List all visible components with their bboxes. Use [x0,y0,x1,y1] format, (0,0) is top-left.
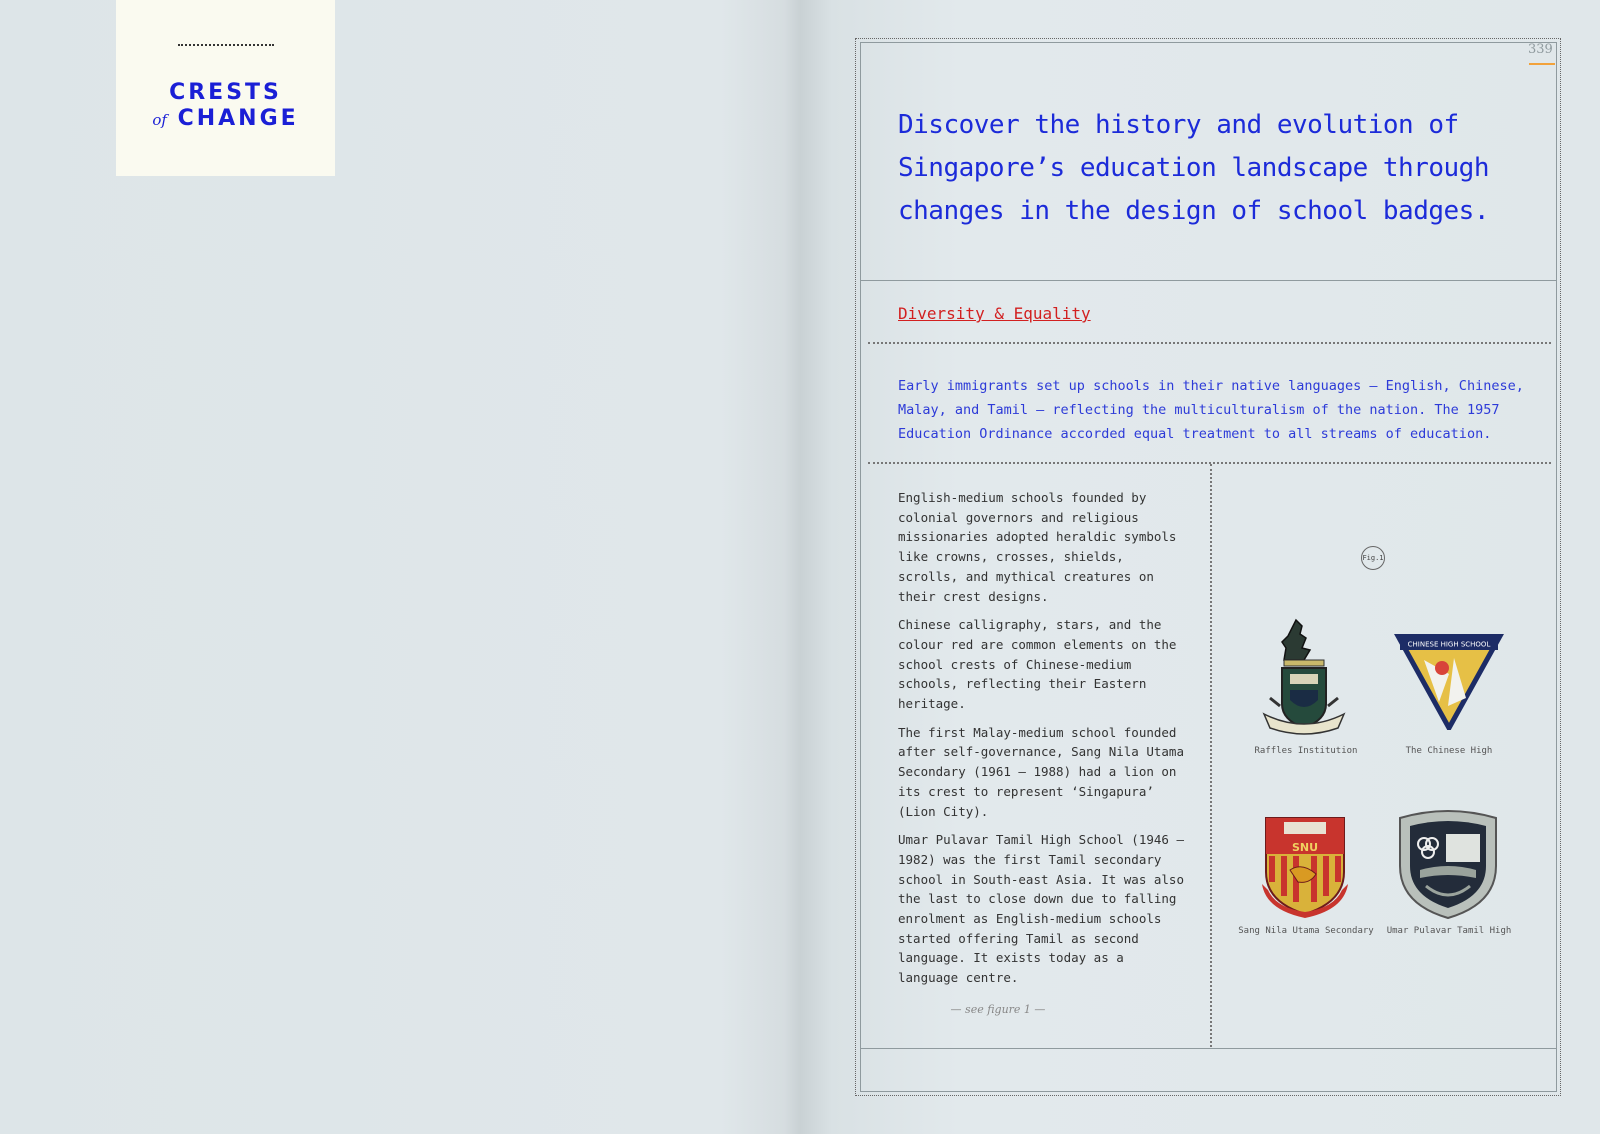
page-number-underline [1529,63,1555,65]
logo-card [116,0,335,176]
logo-title-line1: CRESTS [169,80,282,105]
paragraph: English-medium schools founded by colonial governors and religious missionaries adopted heraldic symbols like crowns, crosses, shields, scrolls, and mythical creatures on their crest designs. [898,490,1177,604]
umar-pulavar-crest [1396,810,1500,920]
raffles-institution-crest [1262,618,1346,738]
snu-letters: SNU [1291,841,1319,854]
logo-change: CHANGE [177,106,299,131]
badge-caption: The Chinese High [1405,746,1493,756]
body-column [898,488,1188,997]
logo-dotted-rule [178,44,274,46]
logo-of: of [152,111,167,129]
dotted-divider [868,342,1551,344]
paragraph: Chinese calligraphy, stars, and the colour red are common elements on the school crests of Chinese-medium schools, reflecting their Eastern heritage. [898,617,1177,712]
see-figure-note: — see figure 1 — [950,1003,1046,1016]
intro-text: Early immigrants set up schools in their native languages — English, Chinese, Malay, and Tamil — reflecting the multiculturalism of the nation. The 1957 Education Ordinance accorded equal treatment to all streams of education. [898,378,1524,442]
paragraph: Umar Pulavar Tamil High School (1946 — 1982) was the first Tamil secondary school in South-east Asia. It was also the last to close down due to falling enrolment as English-medium schools started offering Tamil as second language. It exists today as a language centre. [898,832,1184,986]
section-title: Diversity & Equality [898,304,1091,323]
badge-caption: Raffles Institution [1254,746,1358,756]
divider-rule [861,280,1556,281]
badge-caption: Sang Nila Utama Secondary [1238,926,1374,936]
logo-title-line2 [116,106,335,131]
footer-rule [861,1048,1556,1049]
sang-nila-utama-crest [1260,814,1350,918]
headline: Discover the history and evolution of Singapore’s education landscape through changes in the design of school badges. [898,110,1489,226]
figure-tag: Fig.1 [1361,546,1385,570]
chinese-high-banner: CHINESE HIGH SCHOOL [1407,640,1491,649]
page-number: 339 [1528,42,1553,57]
column-divider [1210,464,1212,1047]
badge-caption: Umar Pulavar Tamil High [1386,926,1512,936]
chinese-high-crest [1394,634,1504,730]
paragraph: The first Malay-medium school founded after self-governance, Sang Nila Utama Secondary (1961 — 1988) had a lion on its crest to represent ‘Singapura’ (Lion City). [898,724,1184,819]
